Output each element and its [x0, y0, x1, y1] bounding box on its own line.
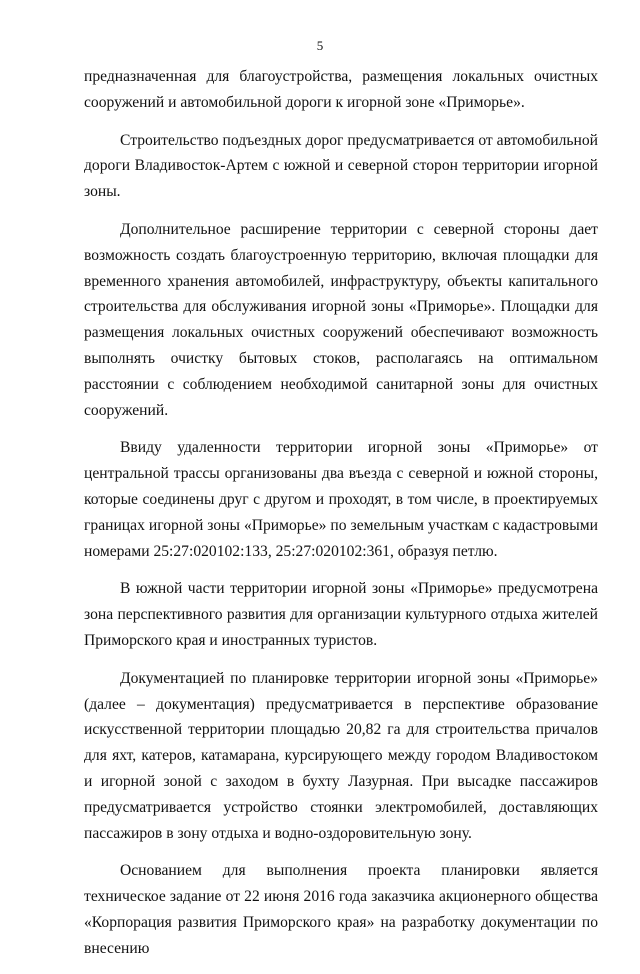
paragraph-basis: Основанием для выполнения проекта планировки является техническое задание от 22 июня 2016 года заказчика акционерного общества «Корпорация развития Приморского края» на разработку документации по внесению: [84, 862, 598, 957]
paragraph-artificial-territory: Документацией по планировке территории игорной зоны «Приморье» (далее – документация) предусматривается в перспективе образование искусственной территории площадью 20,82 га для строительства причалов для яхт, катеров, катамарана, курсирующего между городом Владивостоком и игорной зоной с заходом в бухту Лазурная. При высадке пассажиров предусматривается устройство стоянки электромобилей, доставляющих пассажиров в зону отдыха и водно-оздоровительную зону.: [84, 669, 598, 842]
document-body: [84, 64, 598, 974]
paragraph-entrances: Ввиду удаленности территории игорной зоны «Приморье» от центральной трассы организованы два въезда с северной и южной стороны, которые соединены друг с другом и проходят, в том числе, в проектируемых границах игорной зоны «Приморье» по земельным участкам с кадастровыми номерами 25:27:020102:133, 25:27:020102:361, образуя петлю.: [84, 439, 598, 560]
page-number: 5: [316, 38, 324, 53]
paragraph-south-zone: В южной части территории игорной зоны «Приморье» предусмотрена зона перспективного развития для организации культурного отдыха жителей Приморского края и иностранных туристов.: [84, 580, 598, 649]
paragraph-1-continued: предназначенная для благоустройства, размещения локальных очистных сооружений и автомобильной дороги к игорной зоне «Приморье».: [84, 68, 598, 111]
paragraph-access-roads: Строительство подъездных дорог предусматривается от автомобильной дороги Владивосток-Артем с южной и северной сторон территории игорной зоны.: [84, 131, 598, 201]
paragraph-north-expansion: Дополнительное расширение территории с северной стороны дает возможность создать благоустроенную территорию, включая площадки для временного хранения автомобилей, инфраструктуру, объекты капитального строительства для обслуживания игорной зоны «Приморье». Площадки для размещения локальных очистных сооружений обеспечивают возможность выполнять очистку бытовых стоков, располагаясь на оптимальном расстоянии с соблюдением необходимой санитарной зоны для очистных сооружений.: [84, 220, 598, 419]
